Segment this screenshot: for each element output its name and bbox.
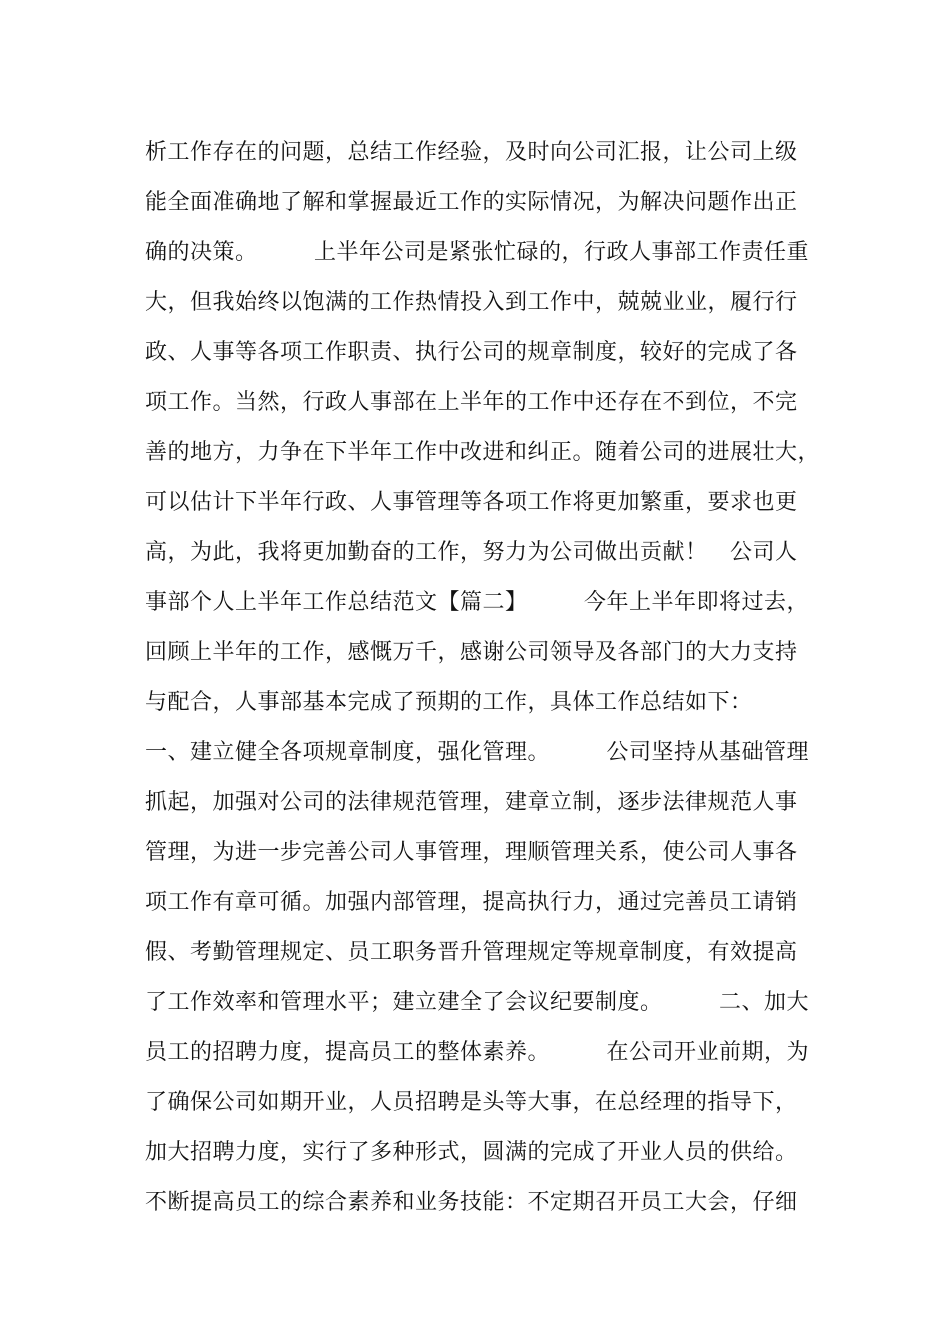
- body-text: [145, 128, 835, 1228]
- text-line-6: 项工作。当然，行政人事部在上半年的工作中还存在不到位，不完: [145, 390, 798, 415]
- text-line-22: 不断提高员工的综合素养和业务技能：不定期召开员工大会，仔细: [145, 1190, 798, 1215]
- text-line-2: 能全面准确地了解和掌握最近工作的实际情况，为解决问题作出正: [145, 190, 798, 215]
- text-line-15: 管理，为进一步完善公司人事管理，理顺管理关系，使公司人事各: [145, 840, 798, 865]
- text-line-8: 可以估计下半年行政、人事管理等各项工作将更加繁重，要求也更: [145, 490, 798, 515]
- text-line-16: 项工作有章可循。加强内部管理，提高执行力，通过完善员工请销: [145, 890, 798, 915]
- text-line-5: 政、人事等各项工作职责、执行公司的规章制度，较好的完成了各: [145, 340, 798, 365]
- text-line-9: 高，为此，我将更加勤奋的工作，努力为公司做出贡献！ 公司人: [145, 540, 798, 565]
- text-line-7: 善的地方，力争在下半年工作中改进和纠正。随着公司的进展壮大，: [145, 440, 821, 465]
- text-line-18: 了工作效率和管理水平；建立建全了会议纪要制度。 二、加大: [145, 990, 810, 1015]
- text-line-19: 员工的招聘力度，提高员工的整体素养。 在公司开业前期，为: [145, 1040, 810, 1065]
- text-line-17: 假、考勤管理规定、员工职务晋升管理规定等规章制度，有效提高: [145, 940, 798, 965]
- text-line-20: 了确保公司如期开业，人员招聘是头等大事，在总经理的指导下，: [145, 1090, 798, 1115]
- text-line-11: 回顾上半年的工作，感慨万千，感谢公司领导及各部门的大力支持: [145, 640, 798, 665]
- text-line-12: 与配合，人事部基本完成了预期的工作，具体工作总结如下：: [145, 690, 753, 715]
- text-line-21: 加大招聘力度，实行了多种形式，圆满的完成了开业人员的供给。: [145, 1140, 798, 1165]
- text-line-1: 析工作存在的问题，总结工作经验，及时向公司汇报，让公司上级: [145, 140, 798, 165]
- text-line-4: 大，但我始终以饱满的工作热情投入到工作中，兢兢业业，履行行: [145, 290, 798, 315]
- text-line-3: 确的决策。 上半年公司是紧张忙碌的，行政人事部工作责任重: [145, 240, 810, 265]
- text-line-10: 事部个人上半年工作总结范文【篇二】 今年上半年即将过去，: [145, 590, 810, 615]
- text-line-14: 抓起，加强对公司的法律规范管理，建章立制，逐步法律规范人事: [145, 790, 798, 815]
- text-line-13: 一、建立健全各项规章制度，强化管理。 公司坚持从基础管理: [145, 740, 810, 765]
